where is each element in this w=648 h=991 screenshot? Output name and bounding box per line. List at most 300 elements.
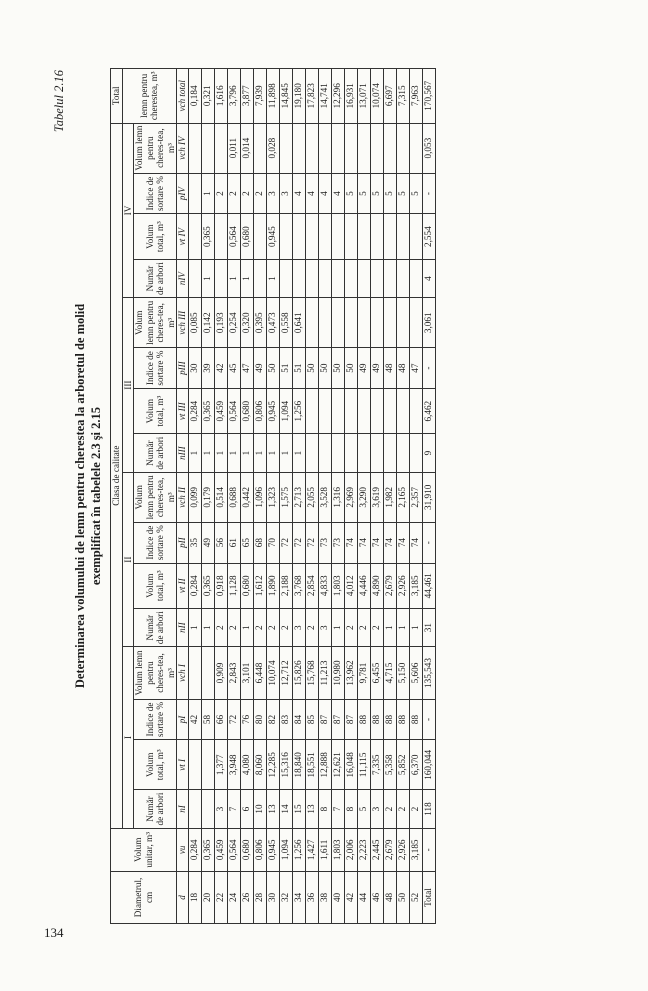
symbol-p4: pIV: [177, 173, 189, 214]
table-cell: 0,680: [240, 389, 253, 434]
table-cell: [357, 298, 370, 348]
table-cell: 50: [318, 348, 331, 389]
header-class-1: I: [122, 647, 134, 828]
table-cell: 42: [188, 699, 201, 740]
table-cell: 2: [396, 790, 409, 829]
table-cell: [201, 740, 214, 790]
symbol-p2: pII: [177, 522, 189, 563]
table-cell: 1,094: [279, 389, 292, 434]
symbol-n3: nIII: [177, 434, 189, 473]
table-cell: 15,826: [292, 647, 305, 699]
table-cell: 11,115: [357, 740, 370, 790]
total-cell: -: [422, 173, 435, 214]
table-cell: 2,926: [396, 563, 409, 608]
table-cell: 7: [227, 790, 240, 829]
table-cell: [214, 123, 227, 173]
table-cell: 46: [370, 871, 383, 923]
subheader-sort-index: Indice de sortare %: [134, 522, 177, 563]
table-cell: 1: [201, 173, 214, 214]
table-cell: [279, 123, 292, 173]
table-cell: 1,256: [292, 389, 305, 434]
table-row: [344, 69, 357, 924]
table-cell: 87: [318, 699, 331, 740]
subheader-total-volume: Volum total, m³: [134, 563, 177, 608]
table-cell: 1: [409, 608, 422, 647]
table-cell: 4,833: [318, 563, 331, 608]
table-cell: 8: [318, 790, 331, 829]
table-cell: 68: [253, 522, 266, 563]
subheader-count: Număr de arbori: [134, 434, 177, 473]
table-cell: 24: [227, 871, 240, 923]
table-cell: 88: [383, 699, 396, 740]
symbol-vch3: vch III: [177, 298, 189, 348]
table-cell: 0,142: [201, 298, 214, 348]
table-cell: [292, 123, 305, 173]
table-cell: 88: [396, 699, 409, 740]
table-cell: 10: [253, 790, 266, 829]
table-cell: 84: [292, 699, 305, 740]
table-cell: 1,612: [253, 563, 266, 608]
table-cell: [409, 298, 422, 348]
table-cell: 88: [370, 699, 383, 740]
table-cell: 5,606: [409, 647, 422, 699]
table-cell: 2: [409, 790, 422, 829]
table-cell: 1,982: [383, 472, 396, 522]
table-cell: [370, 123, 383, 173]
table-cell: [318, 259, 331, 298]
table-cell: 50: [344, 348, 357, 389]
table-cell: 2,165: [396, 472, 409, 522]
table-cell: 4: [292, 173, 305, 214]
table-cell: 6: [240, 790, 253, 829]
table-cell: [357, 389, 370, 434]
table-cell: 11,898: [266, 69, 279, 124]
table-cell: 0,641: [292, 298, 305, 348]
table-cell: 1: [240, 608, 253, 647]
table-cell: 5,358: [383, 740, 396, 790]
table-row: [266, 69, 279, 924]
table-cell: 0,321: [201, 69, 214, 124]
table-cell: 65: [240, 522, 253, 563]
table-cell: 1: [292, 434, 305, 473]
table-cell: 50: [396, 871, 409, 923]
table-cell: 22: [214, 871, 227, 923]
table-cell: 35: [188, 522, 201, 563]
table-cell: 12,712: [279, 647, 292, 699]
total-cell: -: [422, 348, 435, 389]
table-cell: 50: [305, 348, 318, 389]
table-cell: 51: [292, 348, 305, 389]
table-cell: 1: [240, 259, 253, 298]
table-cell: 3: [370, 790, 383, 829]
table-cell: 2,223: [357, 828, 370, 871]
table-cell: [305, 434, 318, 473]
table-cell: 0,395: [253, 298, 266, 348]
total-cell: 118: [422, 790, 435, 829]
table-cell: 0,918: [214, 563, 227, 608]
header-unit-volume: Volum unitar, m³: [111, 828, 177, 871]
total-cell: 6,462: [422, 389, 435, 434]
table-cell: 5: [396, 173, 409, 214]
table-cell: [396, 259, 409, 298]
table-cell: [383, 298, 396, 348]
table-title: [72, 56, 104, 936]
table-cell: 5: [344, 173, 357, 214]
table-cell: 49: [370, 348, 383, 389]
table-cell: [370, 389, 383, 434]
table-cell: 3,948: [227, 740, 240, 790]
table-cell: 1,890: [266, 563, 279, 608]
table-cell: 0,284: [188, 389, 201, 434]
table-row: [279, 69, 292, 924]
table-cell: 1: [227, 434, 240, 473]
total-cell: 2,554: [422, 214, 435, 259]
table-cell: [318, 123, 331, 173]
table-cell: 40: [331, 871, 344, 923]
table-cell: 4: [305, 173, 318, 214]
table-cell: 0,459: [214, 828, 227, 871]
table-cell: 1: [240, 434, 253, 473]
table-cell: 32: [279, 871, 292, 923]
table-cell: 42: [214, 348, 227, 389]
table-cell: 13,071: [357, 69, 370, 124]
table-cell: 0,254: [227, 298, 240, 348]
symbol-vch2: vch II: [177, 472, 189, 522]
table-cell: 15: [292, 790, 305, 829]
table-cell: 2,926: [396, 828, 409, 871]
table-cell: [214, 259, 227, 298]
table-cell: 3: [292, 608, 305, 647]
total-row: [422, 69, 435, 924]
table-cell: [331, 434, 344, 473]
table-cell: 2,055: [305, 472, 318, 522]
table-cell: 66: [214, 699, 227, 740]
table-cell: 8,060: [253, 740, 266, 790]
table-cell: 3: [266, 173, 279, 214]
table-cell: 4: [331, 173, 344, 214]
table-cell: 72: [292, 522, 305, 563]
table-cell: 74: [409, 522, 422, 563]
title-line-2: exemplificat în tabelele 2.3 şi 2.15: [89, 406, 103, 586]
total-row-label: Total: [422, 871, 435, 923]
table-cell: 0,473: [266, 298, 279, 348]
table-cell: 2,679: [383, 828, 396, 871]
total-cell: -: [422, 699, 435, 740]
table-cell: 5,150: [396, 647, 409, 699]
table-cell: 1,256: [292, 828, 305, 871]
total-cell: 44,461: [422, 563, 435, 608]
table-cell: [188, 214, 201, 259]
table-cell: 2,679: [383, 563, 396, 608]
table-cell: 1: [396, 608, 409, 647]
table-row: [240, 69, 253, 924]
table-cell: 3: [214, 790, 227, 829]
table-cell: [370, 259, 383, 298]
table-cell: [201, 790, 214, 829]
table-cell: 4,446: [357, 563, 370, 608]
table-cell: [201, 123, 214, 173]
table-cell: 12,621: [331, 740, 344, 790]
table-cell: [188, 647, 201, 699]
table-cell: [396, 214, 409, 259]
table-cell: 3,619: [370, 472, 383, 522]
table-cell: 1: [266, 434, 279, 473]
subheader-count: Număr de arbori: [134, 608, 177, 647]
table-cell: 74: [370, 522, 383, 563]
table-cell: [383, 214, 396, 259]
subheader-timber-volume: Volum lemn pentru cheres-tea, m³: [134, 123, 177, 173]
table-row: [396, 69, 409, 924]
subheader-count: Număr de arbori: [134, 790, 177, 829]
table-cell: [357, 434, 370, 473]
table-cell: 16,931: [344, 69, 357, 124]
table-cell: 2,854: [305, 563, 318, 608]
table-cell: 7,335: [370, 740, 383, 790]
table-cell: 50: [266, 348, 279, 389]
table-cell: 0,945: [266, 828, 279, 871]
table-cell: 72: [227, 699, 240, 740]
total-cell: 9: [422, 434, 435, 473]
table-row: [409, 69, 422, 924]
table-cell: 0,184: [188, 69, 201, 124]
table-cell: [409, 389, 422, 434]
table-cell: 1,803: [331, 563, 344, 608]
table-cell: 16,048: [344, 740, 357, 790]
table-cell: 38: [318, 871, 331, 923]
table-cell: 2: [214, 173, 227, 214]
table-cell: 0,680: [240, 214, 253, 259]
table-cell: 9,781: [357, 647, 370, 699]
table-cell: 73: [331, 522, 344, 563]
table-cell: 82: [266, 699, 279, 740]
table-cell: 14,741: [318, 69, 331, 124]
table-cell: 17,823: [305, 69, 318, 124]
table-cell: 0,459: [214, 389, 227, 434]
header-total: Total: [111, 69, 123, 124]
table-cell: 2: [214, 608, 227, 647]
table-cell: 87: [344, 699, 357, 740]
table-cell: [331, 298, 344, 348]
total-cell: 31: [422, 608, 435, 647]
subheader-sort-index: Indice de sortare %: [134, 699, 177, 740]
table-cell: 2: [253, 173, 266, 214]
table-cell: 2,006: [344, 828, 357, 871]
table-cell: [292, 214, 305, 259]
symbol-vt3: vt III: [177, 389, 189, 434]
rotated-page-content: [48, 56, 608, 936]
table-cell: 83: [279, 699, 292, 740]
table-cell: 1,096: [253, 472, 266, 522]
table-cell: [383, 434, 396, 473]
total-cell: 3,061: [422, 298, 435, 348]
table-cell: 20: [201, 871, 214, 923]
table-cell: 2,445: [370, 828, 383, 871]
table-cell: [331, 123, 344, 173]
table-cell: 88: [409, 699, 422, 740]
title-line-1: Determinarea volumului de lemn pentru cherestea la arboretul de molid: [73, 303, 87, 689]
table-cell: [318, 434, 331, 473]
total-cell: -: [422, 828, 435, 871]
header-class-2: II: [122, 472, 134, 647]
table-cell: 5: [357, 790, 370, 829]
subheader-timber-volume: Volum lemn pentru cheres-tea, m³: [134, 647, 177, 699]
table-cell: 2,713: [292, 472, 305, 522]
symbol-d: d: [177, 871, 189, 923]
table-cell: 48: [396, 348, 409, 389]
subheader-total-volume: Volum total, m³: [134, 740, 177, 790]
table-cell: [344, 389, 357, 434]
table-cell: 30: [266, 871, 279, 923]
header-diameter: Diametrul, cm: [111, 871, 177, 923]
table-cell: 13: [266, 790, 279, 829]
table-cell: 1,803: [331, 828, 344, 871]
table-cell: 2: [357, 608, 370, 647]
table-row: [357, 69, 370, 924]
table-cell: 0,514: [214, 472, 227, 522]
table-cell: 0,442: [240, 472, 253, 522]
table-cell: 5: [383, 173, 396, 214]
table-cell: [253, 259, 266, 298]
table-cell: 2,357: [409, 472, 422, 522]
table-cell: 0,688: [227, 472, 240, 522]
table-cell: [188, 259, 201, 298]
table-cell: 70: [266, 522, 279, 563]
table-cell: 0,806: [253, 389, 266, 434]
table-cell: 1: [188, 608, 201, 647]
table-cell: 0,193: [214, 298, 227, 348]
table-cell: 0,945: [266, 389, 279, 434]
table-cell: [409, 123, 422, 173]
table-cell: 2: [383, 790, 396, 829]
table-cell: 51: [279, 348, 292, 389]
table-cell: 1: [201, 608, 214, 647]
table-cell: 1: [201, 434, 214, 473]
table-cell: 74: [383, 522, 396, 563]
table-cell: 3,185: [409, 563, 422, 608]
table-cell: 76: [240, 699, 253, 740]
table-cell: [305, 259, 318, 298]
symbol-vch4: vch IV: [177, 123, 189, 173]
forest-volume-table: [110, 68, 436, 924]
table-cell: [201, 647, 214, 699]
table-cell: 87: [331, 699, 344, 740]
table-cell: 1,323: [266, 472, 279, 522]
table-cell: 2,188: [279, 563, 292, 608]
table-cell: 48: [383, 348, 396, 389]
table-cell: 0,284: [188, 563, 201, 608]
table-cell: 3,877: [240, 69, 253, 124]
table-cell: 72: [279, 522, 292, 563]
symbol-n2: nII: [177, 608, 189, 647]
table-cell: 0,365: [201, 214, 214, 259]
table-cell: 58: [201, 699, 214, 740]
table-cell: 0,028: [266, 123, 279, 173]
table-cell: 49: [201, 522, 214, 563]
table-row: [292, 69, 305, 924]
subheader-total-volume: Volum total, m³: [134, 214, 177, 259]
table-cell: [305, 123, 318, 173]
table-cell: 1: [188, 434, 201, 473]
symbol-vt2: vt II: [177, 563, 189, 608]
table-cell: 6,370: [409, 740, 422, 790]
table-cell: [331, 259, 344, 298]
symbol-n4: nIV: [177, 259, 189, 298]
table-cell: 0,365: [201, 389, 214, 434]
table-cell: [396, 389, 409, 434]
table-cell: 42: [344, 871, 357, 923]
table-cell: 1,377: [214, 740, 227, 790]
table-row: [305, 69, 318, 924]
table-cell: 11,213: [318, 647, 331, 699]
table-cell: 47: [240, 348, 253, 389]
table-cell: 1: [331, 608, 344, 647]
forest-table-wrapper: [110, 68, 436, 924]
table-row: [188, 69, 201, 924]
table-cell: 2: [344, 608, 357, 647]
table-cell: [305, 214, 318, 259]
table-cell: 3,768: [292, 563, 305, 608]
table-cell: 0,564: [227, 214, 240, 259]
table-cell: [344, 259, 357, 298]
table-cell: 10,074: [370, 69, 383, 124]
page-number: 134: [44, 925, 64, 940]
table-cell: 2: [253, 608, 266, 647]
table-cell: [383, 389, 396, 434]
table-cell: 7,939: [253, 69, 266, 124]
total-cell: 135,543: [422, 647, 435, 699]
table-cell: [357, 214, 370, 259]
table-cell: 0,179: [201, 472, 214, 522]
table-cell: 4,715: [383, 647, 396, 699]
subheader-total-volume: Volum total, m³: [134, 389, 177, 434]
table-cell: 48: [383, 871, 396, 923]
table-cell: [357, 123, 370, 173]
table-cell: [370, 214, 383, 259]
table-cell: 2: [266, 608, 279, 647]
table-cell: 2: [227, 173, 240, 214]
table-cell: [188, 123, 201, 173]
table-cell: 3: [279, 173, 292, 214]
table-cell: 88: [357, 699, 370, 740]
table-cell: [396, 123, 409, 173]
symbol-vt4: vt IV: [177, 214, 189, 259]
table-cell: 2: [305, 608, 318, 647]
table-cell: 18,840: [292, 740, 305, 790]
header-quality-class: Clasa de calitate: [111, 123, 123, 828]
table-row: [214, 69, 227, 924]
table-cell: 12,285: [266, 740, 279, 790]
subheader-timber-volume: Volum lemn pentru cheres-tea, m³: [134, 298, 177, 348]
table-cell: 56: [214, 522, 227, 563]
table-cell: 6,448: [253, 647, 266, 699]
table-cell: [214, 214, 227, 259]
table-cell: 5: [409, 173, 422, 214]
table-cell: 5,852: [396, 740, 409, 790]
table-cell: 50: [331, 348, 344, 389]
table-cell: [409, 259, 422, 298]
table-cell: 0,365: [201, 828, 214, 871]
table-row: [383, 69, 396, 924]
table-cell: 74: [396, 522, 409, 563]
table-cell: 28: [253, 871, 266, 923]
table-cell: 1: [266, 259, 279, 298]
symbol-p1: pI: [177, 699, 189, 740]
symbol-vu: vu: [177, 828, 189, 871]
table-cell: [331, 214, 344, 259]
table-cell: 1: [214, 434, 227, 473]
table-cell: 85: [305, 699, 318, 740]
total-cell: 4: [422, 259, 435, 298]
